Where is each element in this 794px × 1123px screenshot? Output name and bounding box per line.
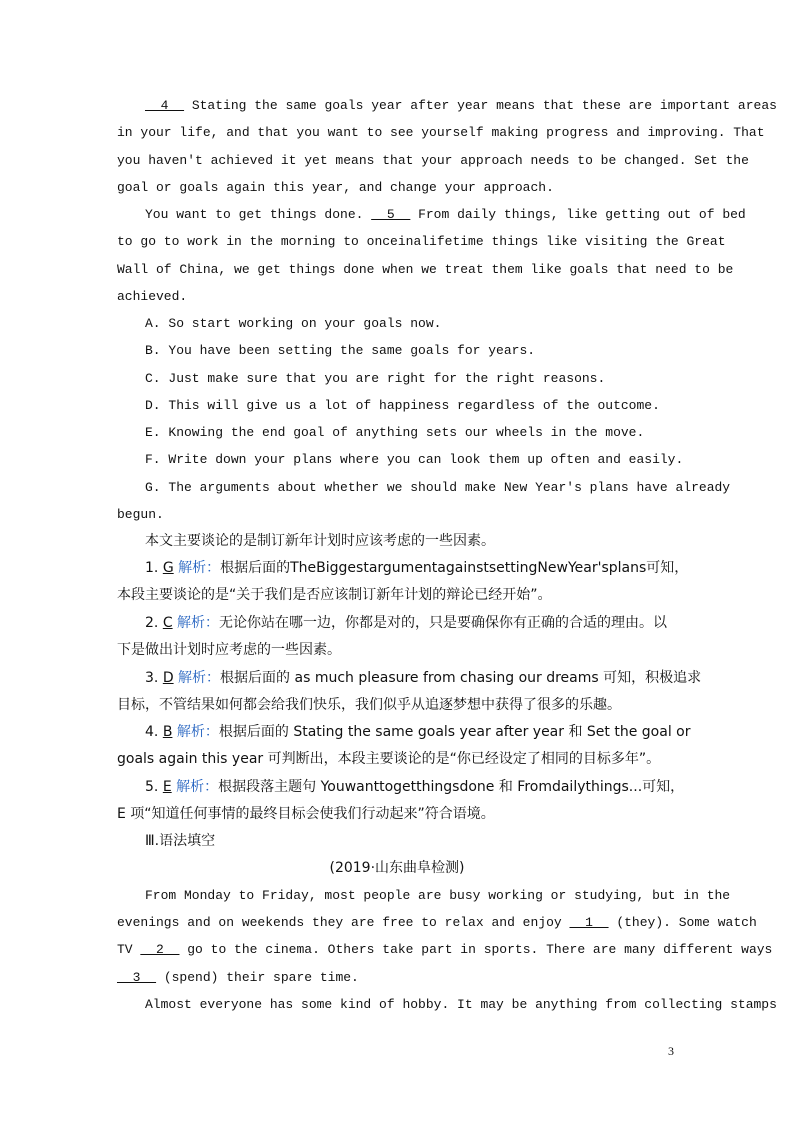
- explanation-text: 根据后面的 Stating the same goals year after year 和 Set the goal or: [218, 724, 691, 740]
- passage-line: Wall of China, we get things done when we treat them like goals that need to be: [117, 262, 734, 277]
- answer-explanation-5: [145, 779, 685, 795]
- answer-blank-4: __4__: [145, 98, 185, 113]
- answer-letter: E: [162, 779, 172, 795]
- explanation-text: 目标，不管结果如何都会给我们快乐，我们似乎从追逐梦想中获得了很多的乐趣。: [117, 697, 621, 713]
- passage-line: [145, 207, 746, 223]
- grammar-blank-1: __1__: [569, 915, 609, 930]
- source-note: (2019·山东曲阜检测): [329, 860, 465, 876]
- passage-line: [145, 98, 777, 114]
- answer-letter: G: [162, 560, 174, 576]
- answer-number: 5.: [145, 779, 159, 795]
- grammar-line: From Monday to Friday, most people are busy working or studying, but in the: [145, 888, 731, 903]
- answer-explanation-3: [145, 670, 702, 686]
- option-g: G. The arguments about whether we should make New Year's plans have already: [145, 480, 731, 495]
- grammar-text: TV: [117, 942, 133, 957]
- answer-letter: C: [162, 615, 173, 631]
- answer-number: 1.: [145, 560, 159, 576]
- option-g-continued: begun.: [117, 507, 164, 522]
- explanation-label: 解析：: [177, 615, 220, 631]
- option-b: B. You have been setting the same goals for years.: [145, 343, 536, 358]
- answer-number: 4.: [145, 724, 159, 740]
- answer-blank-5: __5__: [371, 207, 411, 222]
- passage-line: to go to work in the morning to onceinalifetime things like visiting the Great: [117, 234, 726, 249]
- explanation-text: 根据段落主题句 Youwanttogetthingsdone 和 Fromdailythings...可知，: [218, 779, 685, 795]
- passage-line: you haven't achieved it yet means that your approach needs to be changed. Set the: [117, 153, 749, 168]
- grammar-text: evenings and on weekends they are free to relax and enjoy: [117, 915, 562, 930]
- option-e: E. Knowing the end goal of anything sets our wheels in the move.: [145, 425, 645, 440]
- explanation-label: 解析：: [178, 670, 221, 686]
- answer-explanation-1: [145, 560, 689, 576]
- grammar-text: (spend) their spare time.: [163, 970, 359, 985]
- explanation-text: E 项“知道任何事情的最终目标会使我们行动起来”符合语境。: [117, 806, 495, 822]
- option-c: C. Just make sure that you are right for the right reasons.: [145, 371, 606, 386]
- explanation-text: goals again this year 可判断出，本段主要谈论的是“你已经设定了相同的目标多年”。: [117, 751, 661, 767]
- option-d: D. This will give us a lot of happiness regardless of the outcome.: [145, 398, 660, 413]
- page-number: 3: [668, 1044, 674, 1058]
- explanation-text: 下是做出计划时应考虑的一些因素。: [117, 642, 341, 658]
- answer-number: 2.: [145, 615, 159, 631]
- answer-number: 3.: [145, 670, 159, 686]
- passage-line: achieved.: [117, 289, 188, 304]
- grammar-line: [117, 942, 773, 958]
- section-heading: Ⅲ.语法填空: [145, 833, 216, 849]
- passage-line: goal or goals again this year, and change your approach.: [117, 180, 554, 195]
- grammar-line: [117, 970, 677, 986]
- explanation-label: 解析：: [176, 779, 219, 795]
- answer-explanation-2: [145, 615, 677, 631]
- passage-text: Stating the same goals year after year means that these are important areas: [191, 98, 777, 113]
- explanation-label: 解析：: [178, 560, 221, 576]
- explanation-text: 根据后面的 as much pleasure from chasing our dreams 可知，积极追求: [220, 670, 702, 686]
- grammar-blank-3: __3__: [117, 970, 157, 985]
- grammar-line: [117, 915, 757, 931]
- passage-line: in your life, and that you want to see yourself making progress and improving. That: [117, 125, 765, 140]
- summary-text: 本文主要谈论的是制订新年计划时应该考虑的一些因素。: [145, 533, 495, 549]
- option-a: A. So start working on your goals now.: [145, 316, 442, 331]
- grammar-blank-2: __2__: [140, 942, 180, 957]
- passage-text: You want to get things done.: [145, 207, 364, 222]
- explanation-text: 根据后面的TheBiggestargumentagainstsettingNewYear'splans可知，: [220, 560, 689, 576]
- passage-text: From daily things, like getting out of bed: [418, 207, 746, 222]
- answer-explanation-4: [145, 724, 705, 740]
- grammar-text: (they). Some watch: [616, 915, 757, 930]
- option-f: F. Write down your plans where you can look them up often and easily.: [145, 452, 684, 467]
- grammar-line: Almost everyone has some kind of hobby. It may be anything from collecting stamps: [145, 997, 777, 1012]
- explanation-text: 无论你站在哪一边，你都是对的，只是要确保你有正确的合适的理由。以: [219, 615, 668, 631]
- grammar-text: go to the cinema. Others take part in sports. There are many different ways: [187, 942, 773, 957]
- answer-letter: D: [162, 670, 174, 686]
- answer-letter: B: [162, 724, 173, 740]
- explanation-label: 解析：: [176, 724, 219, 740]
- explanation-text: 本段主要谈论的是“关于我们是否应该制订新年计划的辩论已经开始”。: [117, 587, 552, 603]
